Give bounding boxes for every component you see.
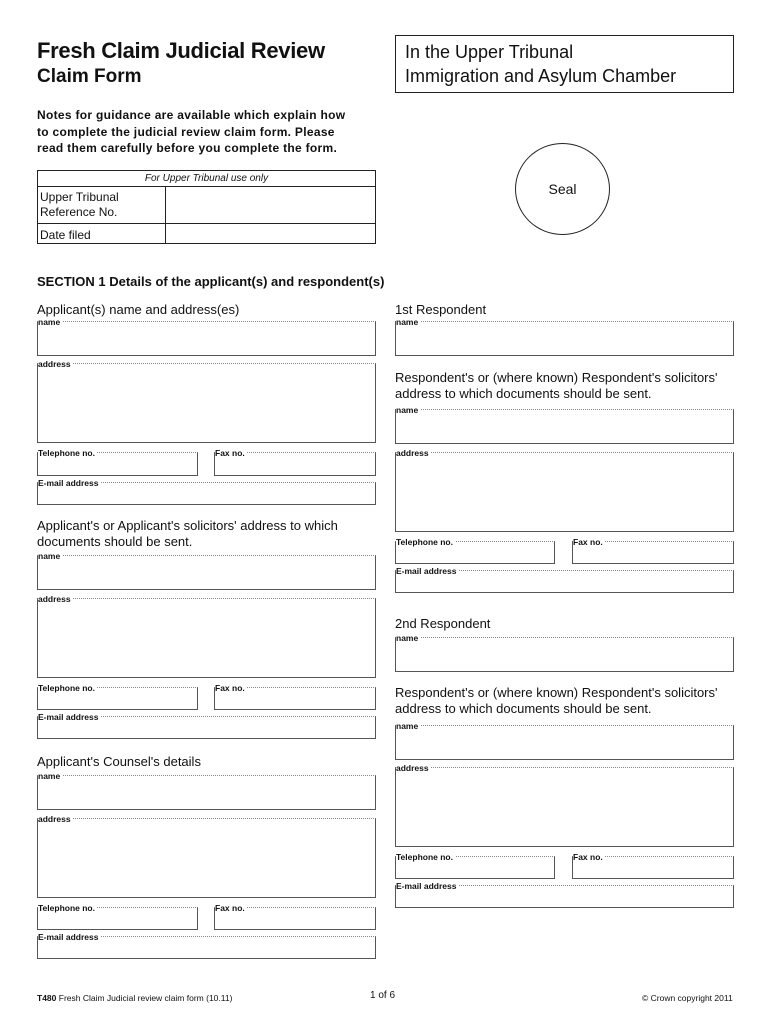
respondent-1-telephone-label: Telephone no.: [396, 537, 453, 547]
respondent-1-solicitor-name-label: name: [396, 405, 419, 415]
respondent-1-solicitor-name-field[interactable]: [395, 409, 734, 444]
notes-line-1: Notes for guidance are available which explain how: [37, 108, 346, 122]
respondent-2-address-label: address: [396, 763, 429, 773]
reference-label-line-2: Reference No.: [40, 205, 118, 219]
notes-line-2: to complete the judicial review claim form. Please: [37, 124, 335, 139]
counsel-heading: Applicant's Counsel's details: [37, 754, 201, 769]
respondent-1-address-heading-line-2: address to which documents should be sent.: [395, 386, 652, 401]
applicant-telephone-label: Telephone no.: [38, 448, 95, 458]
tribunal-use-table: [37, 170, 376, 244]
respondent-1-name-label: name: [396, 317, 419, 327]
tribunal-line-2: Immigration and Asylum Chamber: [405, 66, 677, 86]
solicitor-email-label: E-mail address: [38, 712, 99, 722]
tribunal-box: [395, 35, 734, 93]
seal-circle: [515, 143, 610, 235]
respondent-1-name-field[interactable]: [395, 321, 734, 356]
footer-form-ref: [37, 993, 232, 1003]
footer-copyright: © Crown copyright 2011: [642, 993, 733, 1003]
respondent-1-fax-label: Fax no.: [573, 537, 603, 547]
solicitor-fax-label: Fax no.: [215, 683, 245, 693]
applicant-solicitor-heading-line-1: Applicant's or Applicant's solicitors' address to which: [37, 518, 338, 533]
applicant-address-label: address: [38, 359, 71, 369]
footer-form-name: Fresh Claim Judicial review claim form (10.11): [58, 993, 233, 1003]
solicitor-address-field[interactable]: [37, 598, 376, 678]
respondent-2-address-field[interactable]: [395, 767, 734, 847]
notes-line-3: read them carefully before you complete the form.: [37, 141, 338, 155]
solicitor-name-label: name: [38, 551, 61, 561]
respondent-2-name-field[interactable]: [395, 637, 734, 672]
counsel-name-field[interactable]: [37, 775, 376, 810]
table-divider: [38, 223, 375, 224]
reference-label-line-1: Upper Tribunal: [40, 190, 119, 204]
respondent-2-name-label: name: [396, 633, 419, 643]
counsel-address-field[interactable]: [37, 818, 376, 898]
respondent-2-fax-label: Fax no.: [573, 852, 603, 862]
applicant-name-field[interactable]: [37, 321, 376, 356]
applicant-solicitor-heading: [37, 518, 338, 550]
reference-label: [40, 190, 119, 220]
solicitor-telephone-label: Telephone no.: [38, 683, 95, 693]
counsel-address-label: address: [38, 814, 71, 824]
seal-label: Seal: [548, 181, 577, 197]
solicitor-address-label: address: [38, 594, 71, 604]
respondent-2-address-heading-line-2: address to which documents should be sent.: [395, 701, 652, 716]
table-divider: [165, 186, 166, 243]
applicant-email-label: E-mail address: [38, 478, 99, 488]
reference-input[interactable]: [167, 188, 373, 222]
solicitor-name-field[interactable]: [37, 555, 376, 590]
respondent-1-email-label: E-mail address: [396, 566, 457, 576]
footer-form-code: T480: [37, 993, 57, 1003]
applicant-heading: Applicant(s) name and address(es): [37, 302, 240, 317]
respondent-1-address-label: address: [396, 448, 429, 458]
respondent-2-solicitor-name-label: name: [396, 721, 419, 731]
form-subtitle: Claim Form: [37, 66, 142, 87]
table-divider: [38, 186, 375, 187]
respondent-1-address-heading: [395, 370, 718, 402]
applicant-fax-label: Fax no.: [215, 448, 245, 458]
respondent-2-address-heading: [395, 685, 718, 717]
respondent-2-email-label: E-mail address: [396, 881, 457, 891]
respondent-2-heading: 2nd Respondent: [395, 616, 491, 631]
counsel-name-label: name: [38, 771, 61, 781]
form-title: Fresh Claim Judicial Review: [37, 38, 325, 63]
tribunal-use-caption: For Upper Tribunal use only: [144, 173, 269, 184]
respondent-1-heading: 1st Respondent: [395, 302, 487, 317]
applicant-solicitor-heading-line-2: documents should be sent.: [37, 534, 193, 549]
respondent-2-telephone-label: Telephone no.: [396, 852, 453, 862]
counsel-fax-label: Fax no.: [215, 903, 245, 913]
guidance-notes: [37, 107, 345, 157]
date-filed-input[interactable]: [167, 225, 373, 242]
respondent-1-address-heading-line-1: Respondent's or (where known) Respondent's solicitors': [395, 370, 718, 385]
footer-page-number: 1 of 6: [370, 990, 396, 1001]
counsel-email-label: E-mail address: [38, 932, 99, 942]
respondent-2-solicitor-name-field[interactable]: [395, 725, 734, 760]
applicant-name-label: name: [38, 317, 61, 327]
applicant-address-field[interactable]: [37, 363, 376, 443]
date-filed-label: Date filed: [40, 228, 91, 242]
respondent-2-address-heading-line-1: Respondent's or (where known) Respondent's solicitors': [395, 685, 718, 700]
counsel-telephone-label: Telephone no.: [38, 903, 95, 913]
tribunal-line-1: In the Upper Tribunal: [405, 42, 574, 62]
section-1-title: SECTION 1 Details of the applicant(s) and respondent(s): [37, 274, 385, 289]
respondent-1-address-field[interactable]: [395, 452, 734, 532]
